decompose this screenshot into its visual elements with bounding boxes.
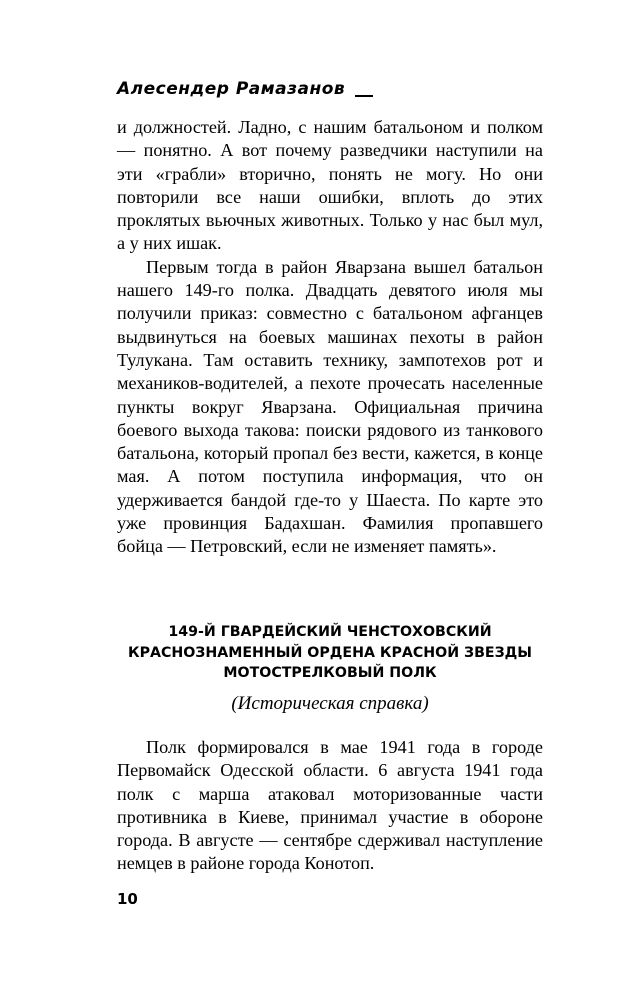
running-header-author: Алесендер Рамазанов (117, 79, 346, 99)
section-heading (100, 622, 560, 684)
paragraph-2: Первым тогда в район Яварзана вышел батальон нашего 149-го полка. Двадцать девятого июля мы получили приказ: совместно с батальоном афганцев выдвинуться на боевых машинах пехоты в район Тулукана. Там оставить технику, зампотехов рот и механиков-водителей, а пехоте прочесать населенные пункты вокруг Яварзана. Официальная причина боевого выхода такова: поиски рядового из танкового батальона, который пропал без вести, кажется, в конце мая. А потом поступила информация, что он удерживается бандой где-то у Шаеста. По карте это уже провинция Бадахшан. Фамилия пропавшего бойца — Петровский, если не изменяет память». (117, 256, 543, 557)
header-rule (355, 95, 373, 97)
page-number: 10 (117, 890, 138, 908)
section-heading-line-1: 149-Й ГВАРДЕЙСКИЙ ЧЕНСТОХОВСКИЙ (168, 624, 492, 640)
section-heading-line-2: КРАСНОЗНАМЕННЫЙ ОРДЕНА КРАСНОЙ ЗВЕЗДЫ (127, 644, 533, 661)
section-heading-line-3: МОТОСТРЕЛКОВЫЙ ПОЛК (223, 665, 437, 681)
section-text (117, 736, 543, 876)
body-text (117, 116, 543, 559)
paragraph-1: и должностей. Ладно, с нашим батальоном и полком — понятно. А вот почему разведчики наступили на эти «грабли» вторично, понять не могу. Но они повторили все наши ошибки, вплоть до этих проклятых вьючных животных. Только у нас был мул, а у них ишак. (117, 117, 543, 254)
section-subheading: (Историческая справка) (231, 693, 429, 714)
paragraph-3: Полк формировался в мае 1941 года в городе Первомайск Одесской области. 6 августа 1941 года полк с марша атаковал моторизованные части противника в Киеве, принимал участие в обороне города. В августе — сентябре сдерживал наступление немцев в районе города Конотоп. (117, 737, 543, 874)
